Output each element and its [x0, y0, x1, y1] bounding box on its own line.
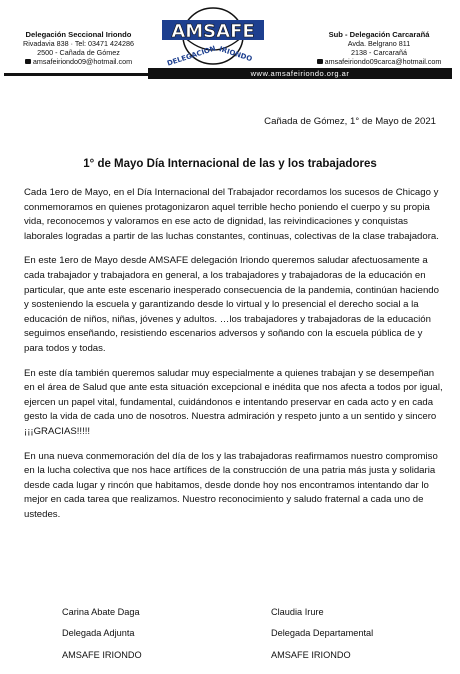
logo-main-text: AMSAFE	[171, 21, 255, 42]
logo-sub-left: DELEGACION	[166, 44, 217, 68]
seccional-title: Delegación Seccional Iriondo	[25, 30, 132, 39]
paragraph: En este día también queremos saludar muy especialmente a quienes trabajan y se desempeñan en el área de Salud que ante esta situación excepcional e inédita que nos afecta a todos por igual, ejercen un papel vital, fundamental, cuidándonos e intentando preservar en cada acto y en cada gesto la vida de cada uno de nosotros. Nuestra admiración y respeto junto a un sentido y sincero ¡¡¡GRACIAS!!!!!	[24, 367, 443, 437]
signatory-role: Delegada Departamental	[271, 628, 374, 638]
paragraph: En una nueva conmemoración del día de los y las trabajadoras reafirmamos nuestro compromiso en la lucha colectiva que nos hace artífices de la construcción de una patria más justa y solidaria desde cada lugar y rincón que habitamos, desde donde hoy nos encontramos intentando dar lo mejor en cada tarea que realizamos. Nuestro reconocimiento y saludo fraternal a cada uno de ustedes.	[24, 450, 438, 520]
signatory-name: Carina Abate Daga	[62, 607, 140, 617]
envelope-icon	[317, 59, 323, 64]
subdelegacion-email-row	[317, 57, 442, 66]
letter-body	[24, 186, 444, 532]
seccional-address: Rivadavia 838 · Tel: 03471 424286	[23, 39, 134, 48]
amsafe-logo	[152, 6, 274, 68]
letter-date: Cañada de Gómez, 1° de Mayo de 2021	[264, 116, 436, 127]
signatory-org: AMSAFE IRIONDO	[271, 650, 351, 660]
website-bar: www.amsafeiriondo.org.ar	[148, 68, 452, 79]
signatory-role: Delegada Adjunta	[62, 628, 135, 638]
letterhead-left-block	[6, 30, 151, 66]
subdelegacion-email: amsafeiriondo09carca@hotmail.com	[324, 57, 442, 66]
letterhead-right-block	[304, 30, 454, 66]
signatory-name: Claudia Irure	[271, 607, 324, 617]
paragraph: Cada 1ero de Mayo, en el Día Internacional del Trabajador recordamos los sucesos de Chicago y conmemoramos en quienes protagonizaron aquel terrible hecho poniendo el cuerpo y su propia vida, reconocemos y valoramos en ese acto de dignidad, las reivindicaciones y conquistas laborales logradas a partir de las luchas constantes, continuas, colectivas de la clase trabajadora.	[24, 187, 439, 242]
logo-sub-right: IRIONDO	[218, 45, 254, 64]
subdelegacion-title: Sub - Delegación Carcarañá	[328, 30, 430, 39]
paragraph: En este 1ero de Mayo desde AMSAFE delegación Iriondo queremos saludar afectuosamente a cada trabajador y trabajadora en general, a los trabajadores y trabajadoras de la educación en particular, que ante este escenario inesperado consecuencia de la pandemia, continúan haciendo y sosteniendo la escuela y garantizando desde lo virtual y lo presencial el derecho social a la educación de niños, niñas, jóvenes y adultos. …los trabajadores y trabajadoras de la educación seguimos enseñando, resistiendo escenarios adversos y soñando con la escuela pública de y para todos y todas.	[24, 255, 439, 354]
seccional-email: amsafeiriondo09@hotmail.com	[32, 57, 133, 66]
envelope-icon	[25, 59, 31, 64]
seccional-city: 2500 - Cañada de Gómez	[37, 48, 120, 57]
seccional-email-row	[25, 57, 132, 66]
signatory-org: AMSAFE IRIONDO	[62, 650, 142, 660]
letterhead	[0, 0, 460, 80]
subdelegacion-address: Avda. Belgrano 811	[347, 39, 411, 48]
letter-title: 1° de Mayo Día Internacional de las y los trabajadores	[83, 158, 377, 170]
subdelegacion-city: 2138 - Carcarañá	[351, 48, 407, 57]
header-rule	[4, 73, 148, 76]
